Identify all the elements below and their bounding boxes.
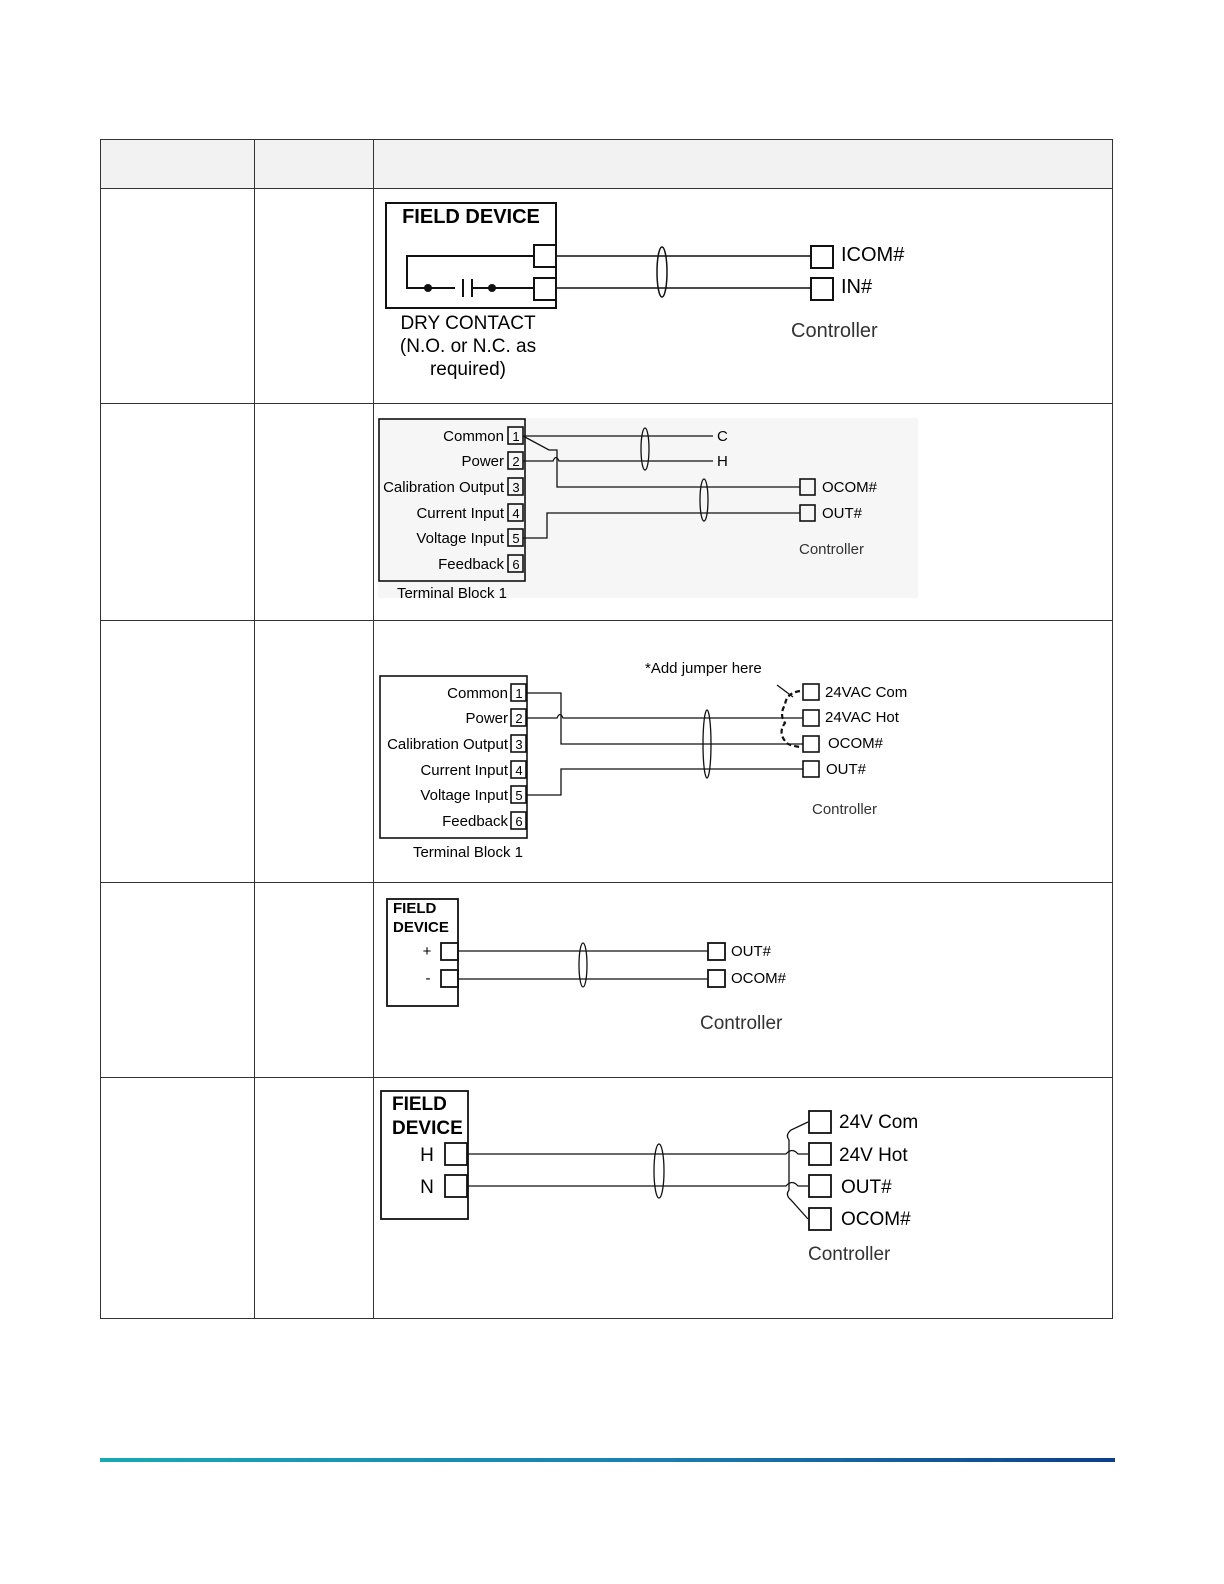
terminal-label: OUT# <box>841 1177 892 1198</box>
terminal-label: OCOM# <box>841 1209 911 1230</box>
field-device-title: FIELD <box>393 900 437 917</box>
table-border-left <box>100 139 101 1319</box>
terminal-row-label: Calibration Output <box>387 736 508 753</box>
terminal-row-label: Power <box>461 453 504 470</box>
controller-terminal-out <box>809 1175 831 1197</box>
terminal-label: OCOM# <box>828 735 884 752</box>
terminal-block-label: Terminal Block 1 <box>396 585 508 602</box>
controller-label: Controller <box>700 1013 783 1034</box>
terminal-label: 24V Hot <box>839 1145 908 1166</box>
jumper-arrow <box>777 685 793 697</box>
controller-label: Controller <box>791 320 878 342</box>
terminal-row-label: Power <box>465 710 508 727</box>
device-pin-plus <box>441 943 458 960</box>
pin-label: - <box>425 970 431 987</box>
terminal-number: 4 <box>515 763 523 778</box>
terminal-number: 2 <box>512 454 520 469</box>
footer-rule <box>100 1458 1115 1462</box>
cable-shield <box>654 1144 664 1198</box>
terminal-row-label: Voltage Input <box>416 530 504 547</box>
terminal-number: 4 <box>512 506 520 521</box>
device-pin-n <box>445 1175 467 1197</box>
controller-jumper <box>787 1122 808 1219</box>
terminal-block-diagram-1 <box>373 404 1113 620</box>
jumper-note: *Add jumper here <box>645 660 762 677</box>
cable-shield <box>657 247 667 297</box>
field-device-title: DEVICE <box>393 919 449 936</box>
terminal-row-label: Voltage Input <box>420 787 508 804</box>
controller-terminal-out <box>708 943 725 960</box>
terminal-label: IN# <box>841 276 873 298</box>
pin-label: H <box>420 1145 434 1166</box>
controller-terminal-24v-com <box>809 1111 831 1133</box>
terminal-label: OUT# <box>731 943 772 960</box>
terminal-number: 2 <box>515 711 523 726</box>
terminal-row-label: Common <box>443 428 504 445</box>
terminal-label: 24VAC Hot <box>825 709 899 726</box>
controller-terminal-24vac-hot <box>803 710 819 726</box>
controller-terminal-ocom <box>803 736 819 752</box>
contact-node <box>424 284 432 292</box>
terminal-number: 5 <box>512 531 520 546</box>
pin-label: + <box>422 943 432 960</box>
cable-shield <box>579 943 587 987</box>
device-terminal-2 <box>534 278 556 300</box>
line-end-label: C <box>717 428 728 445</box>
field-device-output-diagram <box>373 883 1113 1077</box>
field-device-24v-diagram <box>373 1078 1113 1318</box>
controller-terminal-out <box>803 761 819 777</box>
terminal-number: 1 <box>515 686 523 701</box>
terminal-block-diagram-2 <box>373 621 1113 882</box>
jumper-wire <box>782 691 801 747</box>
field-device-title: FIELD <box>392 1094 447 1115</box>
controller-terminal-24v-hot <box>809 1143 831 1165</box>
terminal-block-label: Terminal Block 1 <box>412 844 524 861</box>
device-terminal-1 <box>534 245 556 267</box>
column-divider-1 <box>254 139 255 1319</box>
terminal-row-label: Common <box>447 685 508 702</box>
terminal-number: 3 <box>515 737 523 752</box>
terminal-number: 6 <box>512 557 520 572</box>
terminal-row-label: Calibration Output <box>383 479 504 496</box>
controller-terminal-in <box>811 278 833 300</box>
terminal-row-label: Current Input <box>420 762 508 779</box>
terminal-label: OUT# <box>826 761 867 778</box>
contact-node <box>488 284 496 292</box>
controller-terminal-icom <box>811 246 833 268</box>
field-device-title: DEVICE <box>392 1118 463 1139</box>
caption-line: required) <box>429 359 507 380</box>
field-device-title: FIELD DEVICE <box>402 206 540 228</box>
terminal-number: 5 <box>515 788 523 803</box>
controller-terminal-ocom <box>708 970 725 987</box>
terminal-label: OCOM# <box>731 970 787 987</box>
terminal-label: OCOM# <box>822 479 878 496</box>
terminal-number: 1 <box>512 429 520 444</box>
line-end-label: H <box>717 453 728 470</box>
terminal-number: 3 <box>512 480 520 495</box>
controller-terminal-24vac-com <box>803 684 819 700</box>
terminal-row-label: Feedback <box>442 813 508 830</box>
pin-label: N <box>420 1177 434 1198</box>
terminal-label: 24VAC Com <box>825 684 908 701</box>
device-pin-h <box>445 1143 467 1165</box>
terminal-row-label: Feedback <box>438 556 504 573</box>
wiring-table <box>100 139 1113 1319</box>
controller-label: Controller <box>799 541 865 558</box>
controller-label: Controller <box>812 801 878 818</box>
controller-label: Controller <box>808 1244 891 1265</box>
caption-line: DRY CONTACT <box>400 313 536 334</box>
terminal-row-label: Current Input <box>416 505 504 522</box>
terminal-label: OUT# <box>822 505 863 522</box>
terminal-label: 24V Com <box>839 1112 919 1133</box>
table-border-bottom <box>100 1318 1113 1319</box>
dry-contact-diagram <box>373 189 1113 403</box>
terminal-label: ICOM# <box>841 244 905 266</box>
table-border-top <box>100 139 1113 140</box>
caption-line: (N.O. or N.C. as <box>399 336 537 357</box>
table-header-row <box>100 139 1113 188</box>
terminal-number: 6 <box>515 814 523 829</box>
controller-terminal-ocom <box>809 1208 831 1230</box>
device-pin-minus <box>441 970 458 987</box>
